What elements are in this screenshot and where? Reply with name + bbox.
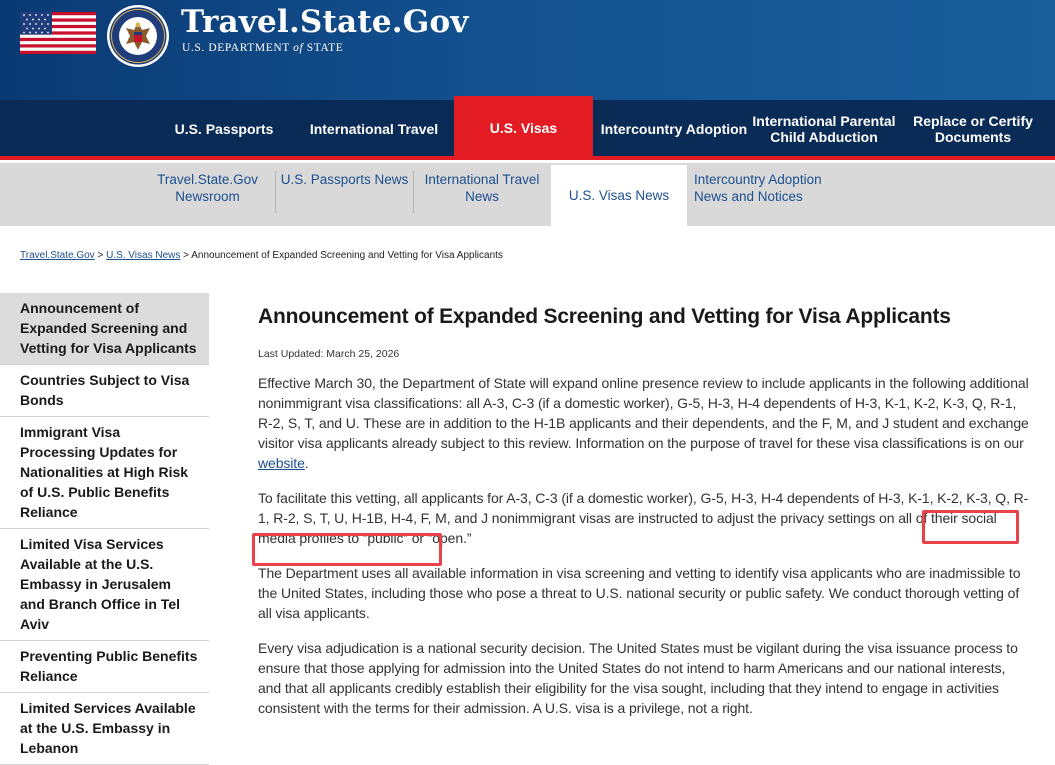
article [258,303,1030,718]
breadcrumb-separator: > [180,250,192,261]
paragraph-1 [258,373,1030,473]
site-title[interactable]: Travel.State.Gov [181,4,469,40]
page-title: Announcement of Expanded Screening and Vetting for Visa Applicants [258,305,951,328]
subnav-label: International Travel News [424,172,540,204]
paragraph-3: The Department uses all available information in visa screening and vetting to identify visa applicants who are inadmissible to the United States, including those who pose a threat to U.S. national security or public safety. We conduct thorough vetting of all visa applicants. [258,565,1021,621]
sidebar [0,293,209,765]
subnav-adoption-news[interactable] [688,171,824,213]
nav-label: International Parental Child Abduction [752,113,896,145]
last-updated: Last Updated: March 25, 2026 [258,348,400,360]
breadcrumb-link-visas-news[interactable]: U.S. Visas News [106,250,181,261]
sidebar-item-public-benefits[interactable]: Preventing Public Benefits Reliance [0,641,209,693]
subtitle-prefix: U.S. DEPARTMENT [182,42,294,54]
nav-us-passports[interactable] [168,100,280,158]
breadcrumb-separator: > [94,250,107,261]
subtitle-suffix: STATE [303,42,344,54]
subnav-label: U.S. Passports News [280,172,409,187]
nav-intercountry-adoption[interactable] [600,100,748,158]
sidebar-item-visa-bonds[interactable]: Countries Subject to Visa Bonds [0,365,209,417]
paragraph-1-text: Effective March 30, the Department of State will expand online presence review to include applicants in the following additional nonimmigrant visa classifications: all A-3, C-3 (if a domestic worker), G-5, H-3, H-4 dependents of H-3, K-1, K-2, K-3, Q, R-1, R-2, S, T, and U. These are in addition to the H-1B applicants and their dependents, and the F, M, and J student and exchange visitor visa applicants already subject to this review. Information on the purpose of travel for these visa classifications is on our [258,375,1029,451]
nav-parental-child-abduction[interactable] [752,100,896,158]
website-link[interactable]: website [258,455,305,471]
nav-label: International Travel [309,121,439,137]
sidebar-item-expanded-screening[interactable]: Announcement of Expanded Screening and Vetting for Visa Applicants [0,293,209,365]
sub-nav [0,163,1055,226]
paragraph-1-end: . [304,455,309,471]
nav-international-travel[interactable] [304,100,444,158]
us-flag-icon [20,12,96,54]
subnav-label: Travel.State.Gov Newsroom [157,172,258,204]
sidebar-item-jerusalem-services[interactable]: Limited Visa Services Available at the U.S. Embassy in Jerusalem and Branch Office in Tel Aviv [0,529,209,641]
paragraph-4: Every visa adjudication is a national security decision. The United States must be vigilant during the visa issuance process to ensure that those applying for admission into the United States do not intend to harm Americans and our national interests, and that all applicants credibly establish their eligibility for the visa sought, including that they intend to engage in activities consistent with the terms for their admission. A U.S. visa is a privilege, not a right. [258,640,1018,716]
nav-label: Replace or Certify Documents [913,113,1033,145]
nav-label: Intercountry Adoption [600,121,748,137]
paragraph-2: To facilitate this vetting, all applicants for A-3, C-3 (if a domestic worker), G-5, H-3, H-4 dependents of H-3, K-1, K-2, K-3, Q, R-1, R-2, S, T, U, H-1B, H-4, F, M, and J nonimmigrant visas are instructed to adjust the privacy settings on all of their social media profiles to “public” or “open.” [258,490,1029,546]
main-nav [0,100,1055,160]
department-seal-icon [106,4,170,68]
sidebar-item-immigrant-visa-processing[interactable]: Immigrant Visa Processing Updates for Nationalities at High Risk of U.S. Public Benefits Reliance [0,417,209,529]
site-header [0,0,1055,100]
subnav-newsroom[interactable] [140,171,276,213]
subnav-passports-news[interactable] [276,171,414,213]
nav-label: U.S. Visas [489,120,558,136]
nav-label: U.S. Passports [174,121,274,137]
breadcrumb-current: Announcement of Expanded Screening and Vetting for Visa Applicants [191,250,503,261]
subnav-us-visas-news[interactable] [551,165,687,226]
subtitle-of: of [293,42,304,54]
breadcrumb [20,250,503,261]
nav-replace-certify-documents[interactable] [906,100,1040,158]
subnav-label: U.S. Visas News [568,188,670,203]
nav-us-visas[interactable] [454,96,593,160]
subnav-label: Intercountry Adoption News and Notices [694,172,822,204]
breadcrumb-link-home[interactable]: Travel.State.Gov [20,250,95,261]
sidebar-item-lebanon-services[interactable]: Limited Services Available at the U.S. Embassy in Lebanon [0,693,209,765]
subnav-international-travel-news[interactable] [414,171,550,213]
site-subtitle [182,42,343,54]
